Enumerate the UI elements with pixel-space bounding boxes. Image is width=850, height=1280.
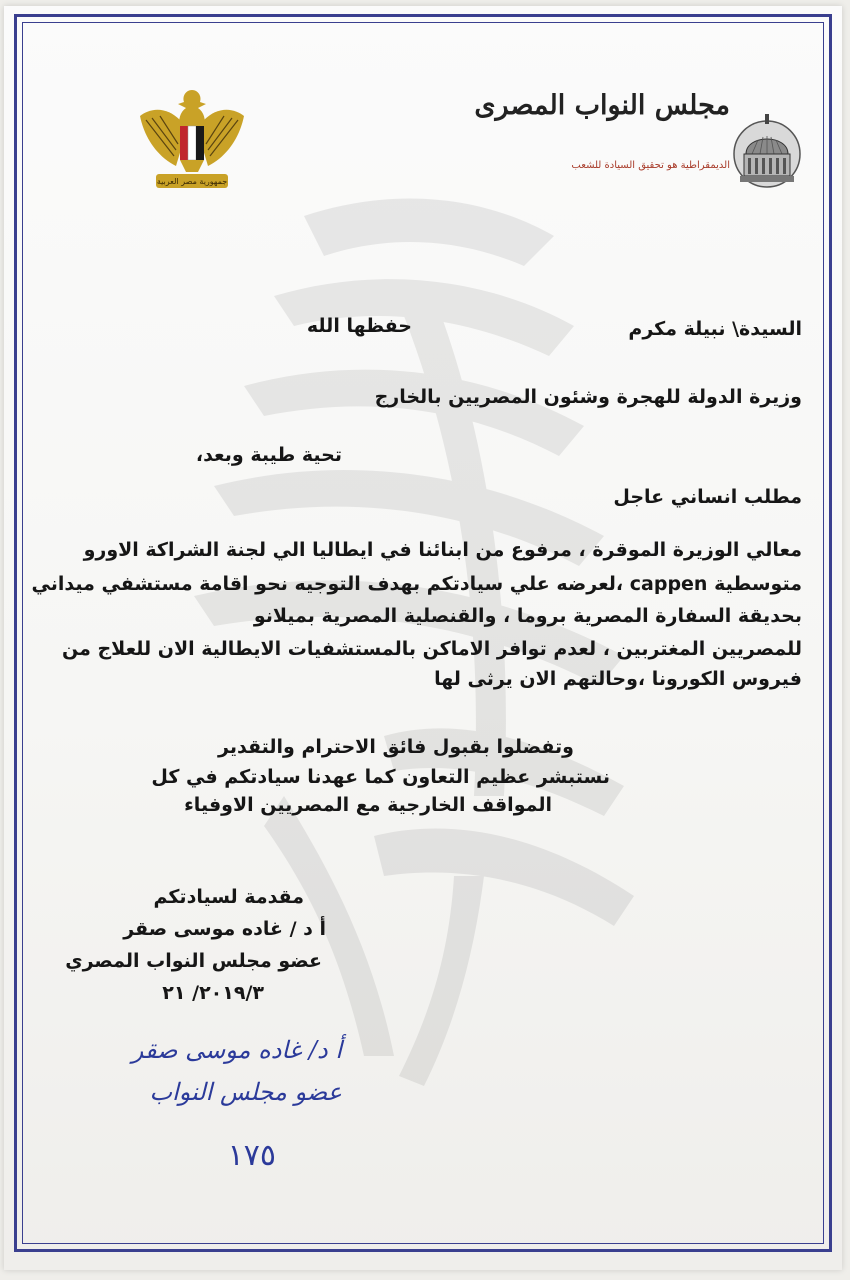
body-line-1: معالي الوزيرة الموقرة ، مرفوع من ابنائنا في ايطاليا الي لجنة الشراكة الاورو bbox=[83, 539, 802, 561]
parliament-subtitle: الديمقراطية هو تحقيق السيادة للشعب bbox=[571, 160, 730, 171]
presented-by: مقدمة لسيادتكم bbox=[153, 886, 304, 908]
signer-position: عضو مجلس النواب المصري bbox=[65, 950, 322, 972]
letter-date: ٢٠١٩/٣/ ٢١ bbox=[162, 982, 264, 1004]
eagle-emblem-icon bbox=[136, 86, 248, 196]
closing-line-2: نستبشر عظيم التعاون كما عهدنا سيادتكم في كل bbox=[151, 766, 610, 788]
handwritten-page-number: ١٧٥ bbox=[227, 1138, 276, 1173]
greeting: تحية طيبة وبعد، bbox=[195, 444, 342, 466]
body-line-4: للمصريين المغتربين ، لعدم توافر الاماكن بالمستشفيات الايطالية الان للعلاج من bbox=[61, 638, 802, 660]
handwritten-signature-line-1: أ د/ غاده موسى صقر bbox=[131, 1036, 342, 1064]
recipient-honorific: حفظها الله bbox=[306, 315, 412, 337]
handwritten-signature-line-2: عضو مجلس النواب bbox=[149, 1078, 342, 1106]
recipient-name: السيدة\ نبيلة مكرم bbox=[628, 318, 802, 340]
parliament-dome-icon bbox=[732, 104, 802, 200]
body-line-3: بحديقة السفارة المصرية بروما ، والقنصلية المصرية بميلانو bbox=[253, 605, 802, 627]
subject-line: مطلب انساني عاجل bbox=[613, 486, 802, 508]
recipient-title: وزيرة الدولة للهجرة وشئون المصريين بالخارج bbox=[374, 386, 802, 408]
body-line-5: فيروس الكورونا ،وحالتهم الان يرثى لها bbox=[434, 668, 802, 690]
closing-line-3: المواقف الخارجية مع المصريين الاوفياء bbox=[184, 794, 552, 816]
letter-page bbox=[4, 6, 842, 1270]
parliament-logo bbox=[474, 84, 802, 204]
eagle-banner-text: جمهورية مصر العربية bbox=[156, 177, 228, 186]
parliament-title: مجلس النواب المصرى bbox=[474, 90, 730, 121]
signer-name: أ د / غاده موسى صقر bbox=[123, 918, 326, 940]
body-line-2: متوسطية cappen ،لعرضه علي سيادتكم بهدف التوجيه نحو اقامة مستشفي ميداني bbox=[31, 573, 802, 595]
closing-line-1: وتفضلوا بقبول فائق الاحترام والتقدير bbox=[218, 736, 574, 758]
